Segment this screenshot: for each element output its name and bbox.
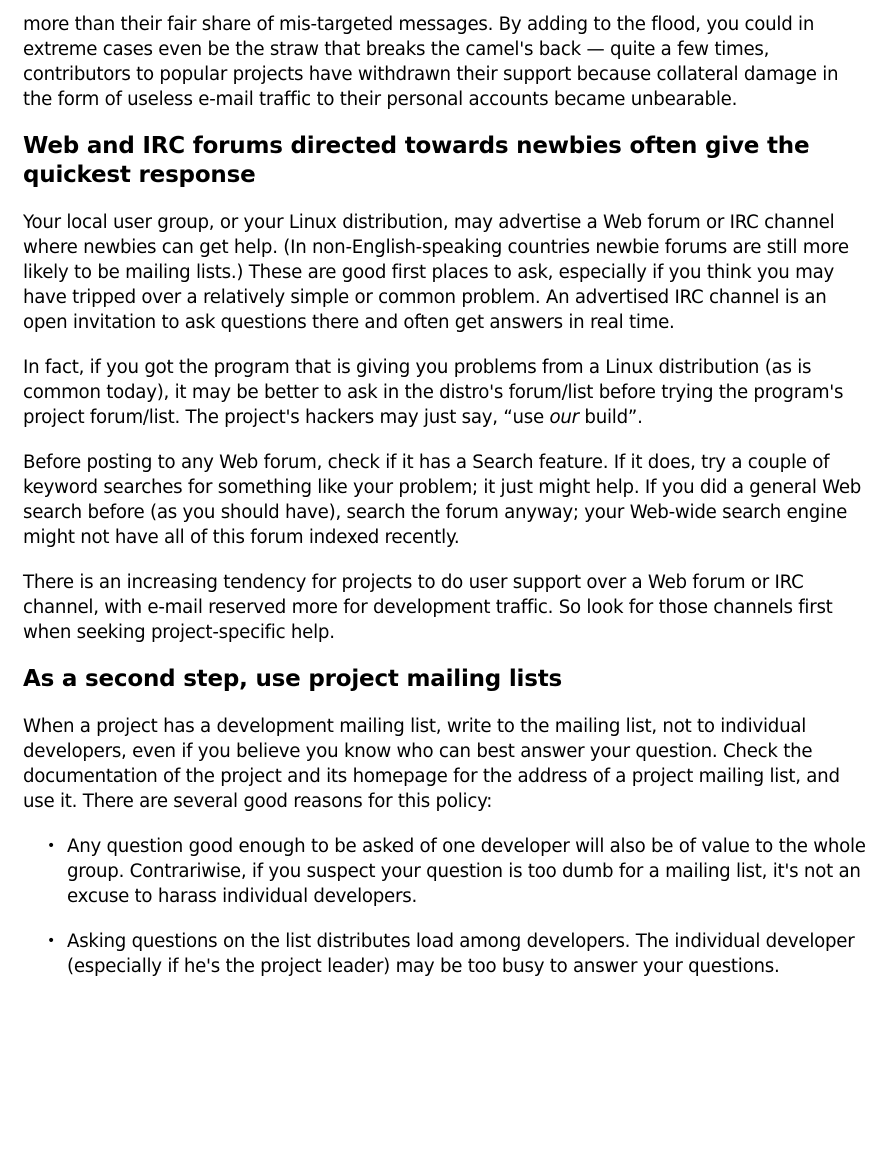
distro-emphasis: our — [549, 407, 579, 428]
list-item — [47, 834, 871, 909]
paragraph-increasing-tendency: There is an increasing tendency for projects to do user support over a Web forum or IRC channel, with e-mail reserved more for development traffic. So look for those channels first when seeking project-specific help. — [23, 572, 833, 643]
reasons-list — [23, 834, 871, 979]
bullet-icon: • — [47, 838, 56, 854]
heading-mailing-lists: As a second step, use project mailing lists — [23, 666, 563, 692]
bullet-icon: • — [47, 933, 56, 949]
paragraph-local-user-group: Your local user group, or your Linux distribution, may advertise a Web forum or IRC channel where newbies can get help. (In non-English-speaking countries newbie forums are still more likely to be mailing lists.) These are good first places to ask, especially if you think you may have tripped over a relatively simple or common problem. An advertised IRC channel is an open invitation to ask questions there and often get answers in real time. — [23, 212, 849, 333]
paragraph-search-feature: Before posting to any Web forum, check if it has a Search feature. If it does, try a couple of keyword searches for something like your problem; it just might help. If you did a general Web search before (as you should have), search the forum anyway; your Web-wide search engine might not have all of this forum indexed recently. — [23, 452, 862, 548]
distro-text-end: build”. — [578, 407, 643, 428]
paragraph-development-list: When a project has a development mailing list, write to the mailing list, not to individual developers, even if you believe you know who can best answer your question. Check the documentation of the project and its homepage for the address of a project mailing list, and use it. There are several good reasons for this policy: — [23, 716, 840, 812]
list-item-text: Asking questions on the list distributes load among developers. The individual developer (especially if he's the project leader) may be too busy to answer your questions. — [67, 931, 855, 977]
list-item — [47, 929, 871, 979]
list-item-text: Any question good enough to be asked of one developer will also be of value to the whole group. Contrariwise, if you suspect your question is too dumb for a mailing list, it's not an excuse to harass individual developers. — [67, 836, 866, 907]
paragraph-distro-forum — [23, 355, 871, 430]
distro-text-start: In fact, if you got the program that is giving you problems from a Linux distribution (as is common today), it may be better to ask in the distro's forum/list before trying the program's project forum/list. The project's hackers may just say, “use — [23, 357, 844, 428]
heading-web-irc-forums: Web and IRC forums directed towards newbies often give the quickest response — [23, 133, 810, 188]
paragraph-intro: more than their fair share of mis-targeted messages. By adding to the flood, you could in extreme cases even be the straw that breaks the camel's back — quite a few times, contributors to popular projects have withdrawn their support because collateral damage in the form of useless e-mail traffic to their personal accounts became unbearable. — [23, 14, 839, 110]
